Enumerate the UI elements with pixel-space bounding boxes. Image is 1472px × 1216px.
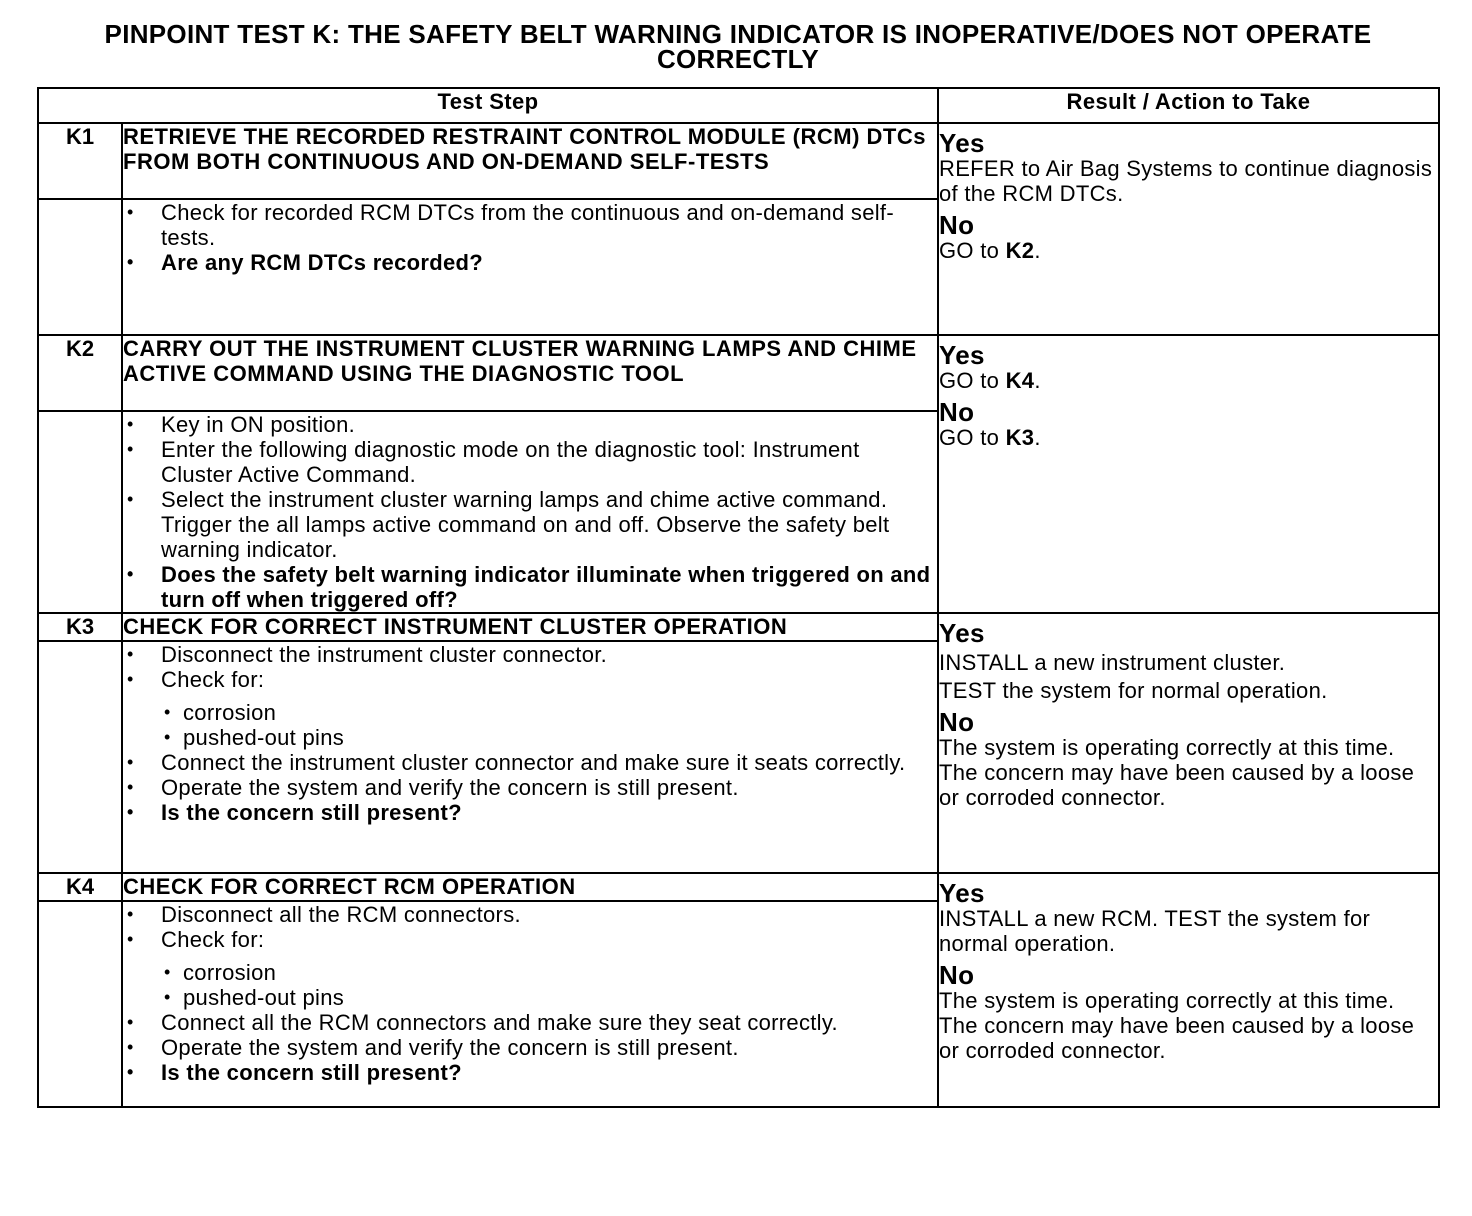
- no-action-prefix: GO to: [939, 238, 1006, 263]
- pinpoint-test-table: [37, 87, 1440, 1108]
- step-question: • Does the safety belt warning indicator illuminate when triggered on and turn off when triggered off?: [123, 562, 937, 612]
- step-id: K1: [38, 123, 122, 199]
- step-bullet: • Disconnect all the RCM connectors.: [123, 902, 937, 927]
- no-action-suffix: .: [1034, 425, 1041, 450]
- step-title: CARRY OUT THE INSTRUMENT CLUSTER WARNING LAMPS AND CHIME ACTIVE COMMAND USING THE DIAGNOSTIC TOOL: [122, 335, 938, 411]
- step-bullet: [123, 927, 937, 1010]
- step-question: • Is the concern still present?: [123, 1060, 937, 1085]
- table-header-row: [38, 88, 1439, 123]
- step-body: [122, 641, 938, 873]
- step-bullet: • Disconnect the instrument cluster connector.: [123, 642, 937, 667]
- yes-label: Yes: [939, 618, 985, 648]
- step-id-spacer: [38, 411, 122, 613]
- step-k1-result: [938, 123, 1439, 335]
- no-action-ref: K3: [1005, 425, 1035, 450]
- no-action: The system is operating correctly at this time. The concern may have been caused by a loose or corroded connector.: [939, 988, 1415, 1063]
- step-bullet-text: Check for:: [161, 667, 265, 692]
- no-action-prefix: GO to: [939, 425, 1006, 450]
- step-id: K2: [38, 335, 122, 411]
- step-bullet: • Key in ON position.: [123, 412, 937, 437]
- step-k3-result: [938, 613, 1439, 873]
- page-title: PINPOINT TEST K: THE SAFETY BELT WARNING INDICATOR IS INOPERATIVE/DOES NOT OPERATE CORRECTLY: [104, 19, 1372, 74]
- yes-label: Yes: [939, 128, 985, 158]
- step-id-spacer: [38, 901, 122, 1107]
- step-bullet: • Enter the following diagnostic mode on the diagnostic tool: Instrument Cluster Active Command.: [123, 437, 937, 487]
- step-title: RETRIEVE THE RECORDED RESTRAINT CONTROL MODULE (RCM) DTCs FROM BOTH CONTINUOUS AND ON-DEMAND SELF-TESTS: [122, 123, 938, 199]
- step-body: [122, 199, 938, 335]
- no-action-suffix: .: [1034, 238, 1041, 263]
- sub-bullet: • pushed-out pins: [161, 725, 937, 750]
- yes-action-ref: K4: [1005, 368, 1035, 393]
- step-bullet: • Select the instrument cluster warning lamps and chime active command. Trigger the all lamps active command on and off. Observe the safety belt warning indicator.: [123, 487, 937, 562]
- step-id: K3: [38, 613, 122, 641]
- yes-action: [939, 368, 1438, 393]
- step-k2-result: [938, 335, 1439, 613]
- header-result-action: Result / Action to Take: [938, 88, 1439, 123]
- step-bullet: • Connect all the RCM connectors and make sure they seat correctly.: [123, 1010, 937, 1035]
- step-bullet: • Check for recorded RCM DTCs from the continuous and on-demand self-tests.: [123, 200, 937, 250]
- step-k4-title-row: [38, 873, 1439, 901]
- sub-bullet: • corrosion: [161, 960, 937, 985]
- step-k4-result: [938, 873, 1439, 1107]
- no-label: No: [939, 707, 975, 737]
- step-body: [122, 901, 938, 1107]
- yes-action-line: INSTALL a new instrument cluster.: [939, 650, 1286, 675]
- sub-bullet: • corrosion: [161, 700, 937, 725]
- no-label: No: [939, 397, 975, 427]
- no-action-ref: K2: [1005, 238, 1035, 263]
- yes-label: Yes: [939, 340, 985, 370]
- step-id: K4: [38, 873, 122, 901]
- step-title: CHECK FOR CORRECT INSTRUMENT CLUSTER OPERATION: [122, 613, 938, 641]
- step-bullet: • Connect the instrument cluster connector and make sure it seats correctly.: [123, 750, 937, 775]
- yes-action: REFER to Air Bag Systems to continue diagnosis of the RCM DTCs.: [939, 156, 1433, 206]
- step-id-spacer: [38, 199, 122, 335]
- no-action: [939, 425, 1438, 450]
- no-action: The system is operating correctly at this time. The concern may have been caused by a loose or corroded connector.: [939, 735, 1415, 810]
- step-question: • Is the concern still present?: [123, 800, 937, 825]
- header-test-step: Test Step: [38, 88, 938, 123]
- step-bullet: • Operate the system and verify the concern is still present.: [123, 1035, 937, 1060]
- step-bullet-text: Check for:: [161, 927, 265, 952]
- step-bullet: • Operate the system and verify the concern is still present.: [123, 775, 937, 800]
- step-k3-title-row: [38, 613, 1439, 641]
- yes-action-suffix: .: [1034, 368, 1041, 393]
- no-action: [939, 238, 1438, 263]
- no-label: No: [939, 210, 975, 240]
- yes-action-line: TEST the system for normal operation.: [939, 678, 1328, 703]
- step-question: • Are any RCM DTCs recorded?: [123, 250, 937, 275]
- sub-bullet: • pushed-out pins: [161, 985, 937, 1010]
- step-k2-title-row: [38, 335, 1439, 411]
- step-id-spacer: [38, 641, 122, 873]
- step-k1-title-row: [38, 123, 1439, 199]
- yes-action: INSTALL a new RCM. TEST the system for normal operation.: [939, 906, 1371, 956]
- yes-label: Yes: [939, 878, 985, 908]
- step-body: [122, 411, 938, 613]
- step-title: CHECK FOR CORRECT RCM OPERATION: [122, 873, 938, 901]
- step-bullet: [123, 667, 937, 750]
- no-label: No: [939, 960, 975, 990]
- yes-action-prefix: GO to: [939, 368, 1006, 393]
